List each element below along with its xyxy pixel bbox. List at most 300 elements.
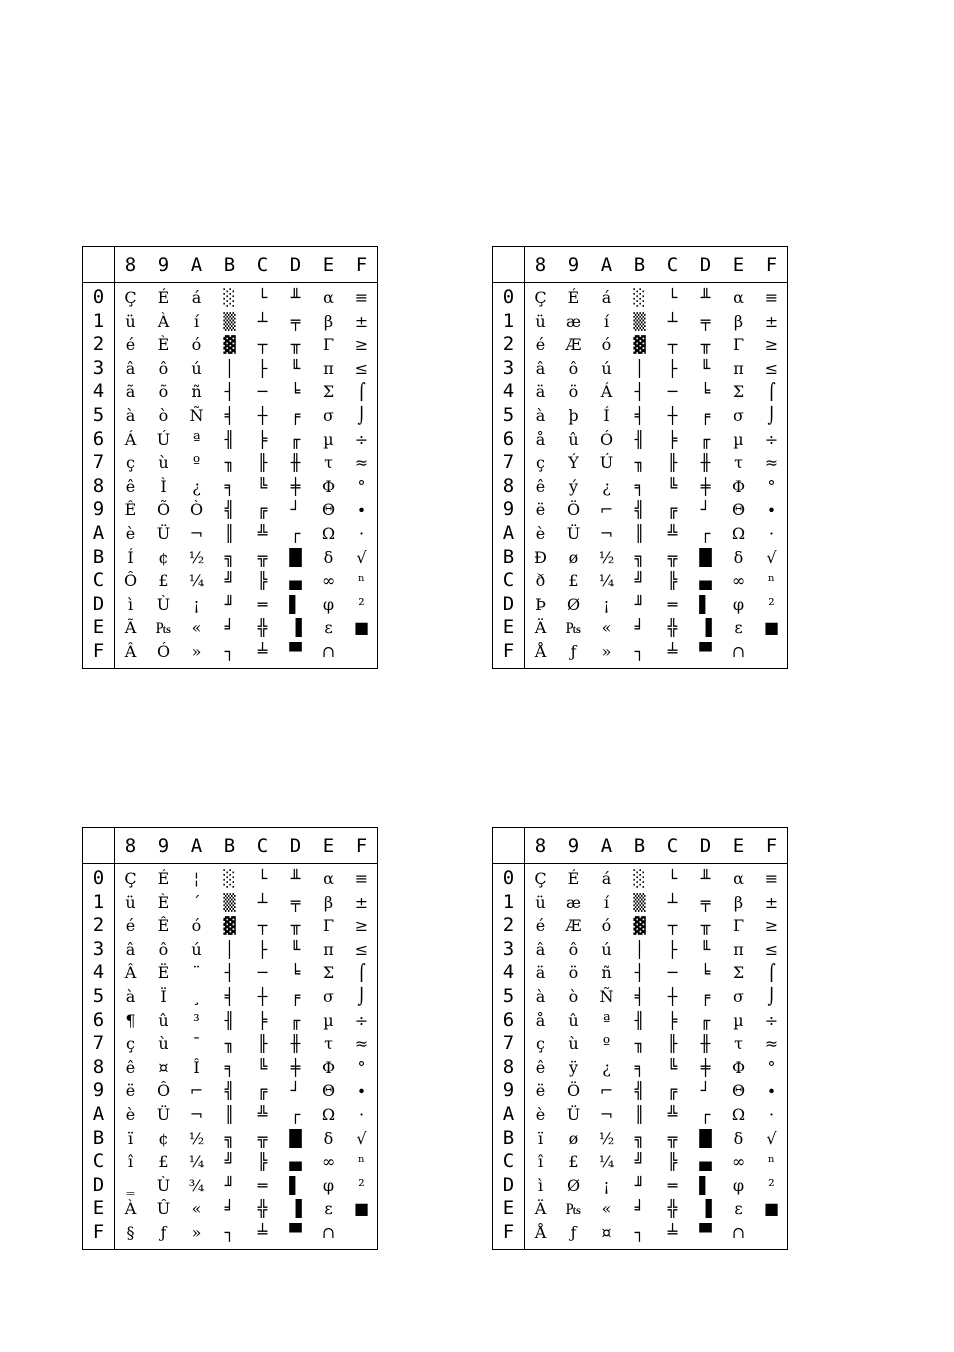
character-cell: φ bbox=[322, 594, 335, 614]
column-header: D bbox=[289, 835, 302, 857]
character-cell: Ü bbox=[156, 524, 171, 543]
character-cell: ┌ bbox=[290, 1105, 301, 1124]
character-cell: β bbox=[323, 892, 334, 912]
character-cell: Ô bbox=[156, 1081, 171, 1101]
character-cell: â bbox=[125, 939, 136, 959]
character-cell: ┼ bbox=[667, 987, 678, 1006]
character-cell: É bbox=[567, 869, 580, 888]
row-header: 5 bbox=[502, 404, 515, 426]
character-cell: ñ bbox=[191, 382, 202, 402]
character-cell: Í bbox=[127, 547, 134, 567]
character-cell: █ bbox=[699, 1128, 712, 1148]
character-cell: ë bbox=[535, 1081, 546, 1101]
character-cell: Ç bbox=[534, 288, 547, 307]
row-header: A bbox=[92, 522, 105, 544]
character-cell: π bbox=[733, 939, 744, 959]
character-cell: ╥ bbox=[290, 335, 301, 355]
character-cell: ╚ bbox=[667, 1057, 678, 1077]
column-header: A bbox=[600, 835, 613, 857]
row-header: E bbox=[92, 1197, 105, 1220]
character-cell: » bbox=[601, 642, 612, 661]
character-cell: ù bbox=[568, 1034, 579, 1054]
row-header: 6 bbox=[502, 1008, 515, 1031]
character-cell: ╢ bbox=[634, 1010, 645, 1030]
character-cell: ┐ bbox=[224, 642, 235, 661]
row-header: F bbox=[92, 640, 105, 662]
row-header: 0 bbox=[92, 286, 105, 308]
character-cell: ▌ bbox=[699, 594, 712, 614]
row-header: 6 bbox=[92, 1008, 105, 1031]
character-cell: ⁿ bbox=[768, 571, 775, 591]
character-cell: σ bbox=[323, 987, 334, 1006]
character-cell: ╝ bbox=[634, 1152, 645, 1172]
character-cell: ⌡ bbox=[767, 406, 776, 425]
character-cell: ² bbox=[358, 594, 365, 614]
character-cell: ┐ bbox=[224, 1223, 235, 1242]
character-cell: Ü bbox=[566, 1105, 581, 1124]
character-cell: Ω bbox=[321, 524, 336, 543]
row-header: 3 bbox=[92, 356, 105, 379]
column-header: C bbox=[256, 835, 269, 857]
character-cell: ║ bbox=[634, 524, 645, 543]
character-cell: Ó bbox=[156, 642, 171, 661]
character-cell: ╔ bbox=[257, 500, 268, 520]
character-cell: ▐ bbox=[699, 1199, 712, 1219]
character-cell: § bbox=[126, 1223, 135, 1242]
character-cell: ╫ bbox=[290, 1034, 301, 1054]
row-header: 4 bbox=[502, 380, 515, 403]
character-cell: ┤ bbox=[634, 963, 645, 983]
character-cell: ± bbox=[764, 892, 779, 912]
character-cell: ╕ bbox=[634, 1057, 645, 1077]
table-divider-horizontal bbox=[493, 863, 787, 864]
character-cell: ╙ bbox=[700, 939, 711, 959]
character-cell: π bbox=[733, 358, 744, 378]
character-cell: ╣ bbox=[634, 500, 645, 520]
character-cell: ¸ bbox=[192, 987, 201, 1006]
character-cell: û bbox=[568, 1010, 579, 1030]
code-page-table bbox=[82, 827, 378, 1250]
character-cell: ╘ bbox=[290, 963, 301, 983]
character-cell: µ bbox=[323, 429, 334, 449]
character-cell: ┤ bbox=[224, 382, 235, 402]
character-cell: ⁿ bbox=[358, 1152, 365, 1172]
character-cell: √ bbox=[356, 1128, 367, 1148]
column-header: D bbox=[699, 835, 712, 857]
character-cell: ┐ bbox=[634, 642, 645, 661]
character-cell: ¨ bbox=[192, 963, 201, 983]
character-cell: À bbox=[157, 311, 170, 331]
character-cell: ╗ bbox=[224, 1128, 235, 1148]
character-cell: ║ bbox=[224, 1105, 235, 1124]
character-cell: π bbox=[323, 358, 334, 378]
character-cell: ç bbox=[126, 1034, 135, 1054]
character-cell: ╩ bbox=[257, 1105, 268, 1124]
row-header: 1 bbox=[92, 890, 105, 913]
character-cell: Û bbox=[156, 1199, 171, 1219]
character-cell: √ bbox=[766, 1128, 777, 1148]
character-cell: ▄ bbox=[699, 1152, 712, 1172]
character-cell: Ù bbox=[156, 1175, 171, 1195]
character-cell: ▓ bbox=[633, 916, 646, 936]
character-cell: ╩ bbox=[667, 524, 678, 543]
character-cell: Õ bbox=[156, 500, 171, 520]
character-cell: ⌡ bbox=[357, 987, 366, 1006]
character-cell: £ bbox=[568, 1152, 579, 1172]
character-cell: ╙ bbox=[290, 939, 301, 959]
character-cell: á bbox=[601, 288, 612, 307]
character-cell: ° bbox=[767, 1057, 776, 1077]
character-cell: ╡ bbox=[224, 987, 235, 1006]
character-cell: ▓ bbox=[633, 335, 646, 355]
character-cell: Θ bbox=[321, 500, 336, 520]
character-cell: Ω bbox=[731, 524, 746, 543]
row-header: 5 bbox=[502, 985, 515, 1007]
character-cell: à bbox=[125, 987, 136, 1006]
character-cell: ╚ bbox=[257, 1057, 268, 1077]
character-cell: ╣ bbox=[224, 1081, 235, 1101]
character-cell: Ä bbox=[534, 618, 547, 638]
character-cell: ─ bbox=[257, 382, 268, 402]
character-cell: ó bbox=[191, 916, 202, 936]
character-cell: ■ bbox=[763, 1199, 780, 1219]
character-cell: Ö bbox=[566, 500, 581, 520]
character-cell: ≥ bbox=[764, 916, 779, 936]
character-cell: █ bbox=[289, 547, 302, 567]
row-header: E bbox=[502, 616, 515, 639]
character-cell: ⌡ bbox=[357, 406, 366, 425]
character-cell: Ü bbox=[156, 1105, 171, 1124]
row-header: 8 bbox=[502, 1055, 515, 1078]
character-cell: « bbox=[191, 618, 202, 638]
character-cell: î bbox=[537, 1152, 544, 1172]
row-header: 3 bbox=[502, 937, 515, 960]
character-cell: ╩ bbox=[257, 524, 268, 543]
character-cell: ╦ bbox=[667, 1128, 678, 1148]
character-cell: ╔ bbox=[667, 500, 678, 520]
character-cell: « bbox=[601, 618, 612, 638]
row-header: 9 bbox=[502, 498, 515, 521]
character-cell: ≈ bbox=[764, 1034, 779, 1054]
row-header: A bbox=[502, 1103, 515, 1125]
character-cell: ₧ bbox=[155, 618, 172, 638]
character-cell: █ bbox=[699, 547, 712, 567]
character-cell: õ bbox=[158, 382, 169, 402]
character-cell: Ý bbox=[568, 453, 579, 473]
character-cell: í bbox=[603, 311, 610, 331]
character-cell: ─ bbox=[667, 963, 678, 983]
character-cell: ñ bbox=[601, 963, 612, 983]
character-cell: ╠ bbox=[257, 1152, 268, 1172]
character-cell: ô bbox=[158, 358, 169, 378]
character-cell: · bbox=[358, 1105, 365, 1124]
character-cell: ô bbox=[158, 939, 169, 959]
character-cell: ≈ bbox=[354, 453, 369, 473]
character-cell: ü bbox=[125, 311, 136, 331]
character-cell: æ bbox=[565, 311, 582, 331]
character-cell: å bbox=[535, 429, 546, 449]
character-cell: ┌ bbox=[700, 524, 711, 543]
character-cell: ▀ bbox=[289, 642, 302, 661]
character-cell: ü bbox=[125, 892, 136, 912]
character-cell: ¬ bbox=[189, 1105, 204, 1124]
character-cell: ê bbox=[125, 476, 136, 496]
character-cell: £ bbox=[158, 1152, 169, 1172]
character-cell: ≤ bbox=[764, 358, 779, 378]
row-header: D bbox=[92, 592, 105, 615]
character-cell: é bbox=[535, 335, 546, 355]
row-header: 7 bbox=[92, 1032, 105, 1055]
column-header: 8 bbox=[534, 254, 547, 276]
character-cell: ╔ bbox=[257, 1081, 268, 1101]
column-header: 8 bbox=[534, 835, 547, 857]
character-cell: ô bbox=[568, 939, 579, 959]
column-header: B bbox=[633, 254, 646, 276]
character-cell: µ bbox=[733, 1010, 744, 1030]
character-cell: Þ bbox=[535, 594, 546, 614]
character-cell: Ó bbox=[599, 429, 614, 449]
character-cell: ï bbox=[127, 1128, 134, 1148]
character-cell: ö bbox=[568, 963, 579, 983]
character-cell: ÷ bbox=[764, 429, 779, 449]
character-cell: ░ bbox=[223, 288, 236, 307]
row-header: 5 bbox=[92, 404, 105, 426]
character-cell: ≈ bbox=[764, 453, 779, 473]
character-cell: ú bbox=[191, 358, 202, 378]
row-header: C bbox=[502, 569, 515, 592]
character-cell: ▀ bbox=[699, 1223, 712, 1242]
character-cell: ╒ bbox=[290, 406, 301, 425]
character-cell: Ω bbox=[321, 1105, 336, 1124]
character-cell: │ bbox=[634, 358, 645, 378]
character-cell: ╟ bbox=[257, 1034, 268, 1054]
character-cell: δ bbox=[733, 547, 744, 567]
character-cell: ╙ bbox=[290, 358, 301, 378]
character-cell: ▄ bbox=[699, 571, 712, 591]
character-cell: ‗ bbox=[126, 1175, 135, 1195]
column-header: 9 bbox=[157, 835, 170, 857]
character-cell: Γ bbox=[732, 916, 745, 936]
character-cell: ╥ bbox=[290, 916, 301, 936]
character-cell: ░ bbox=[223, 869, 236, 888]
character-cell: « bbox=[191, 1199, 202, 1219]
character-cell: Φ bbox=[731, 1057, 746, 1077]
character-cell: Ë bbox=[157, 963, 170, 983]
character-cell: Σ bbox=[732, 963, 745, 983]
character-cell: ÷ bbox=[354, 429, 369, 449]
character-cell: ╛ bbox=[634, 618, 645, 638]
character-cell: ╝ bbox=[634, 571, 645, 591]
character-cell: ╝ bbox=[224, 1152, 235, 1172]
character-cell: ý bbox=[568, 476, 579, 496]
character-cell: ╧ bbox=[667, 1223, 678, 1242]
character-cell: β bbox=[733, 311, 744, 331]
column-header: A bbox=[190, 835, 203, 857]
character-cell: ╜ bbox=[224, 594, 235, 614]
character-cell: ∙ bbox=[767, 500, 776, 520]
character-cell: Θ bbox=[731, 500, 746, 520]
row-header: 1 bbox=[92, 309, 105, 332]
character-cell: â bbox=[125, 358, 136, 378]
character-cell: ¼ bbox=[188, 1152, 205, 1172]
character-cell: ┴ bbox=[667, 311, 678, 331]
character-cell: ⌠ bbox=[357, 963, 366, 983]
character-cell: Ü bbox=[566, 524, 581, 543]
character-cell: ⌐ bbox=[599, 500, 614, 520]
character-cell: é bbox=[535, 916, 546, 936]
code-page-table bbox=[492, 246, 788, 669]
character-cell: ç bbox=[536, 453, 545, 473]
character-cell: ╓ bbox=[290, 429, 301, 449]
character-cell: █ bbox=[289, 1128, 302, 1148]
character-cell: ╖ bbox=[224, 1034, 235, 1054]
character-cell: ╜ bbox=[224, 1175, 235, 1195]
character-cell: È bbox=[157, 892, 170, 912]
character-cell: Å bbox=[534, 1223, 547, 1242]
row-header: F bbox=[502, 640, 515, 662]
character-cell: Â bbox=[124, 642, 137, 661]
column-header: F bbox=[765, 254, 778, 276]
character-cell: ╡ bbox=[634, 987, 645, 1006]
character-cell: ó bbox=[601, 335, 612, 355]
character-cell: ╫ bbox=[700, 1034, 711, 1054]
character-cell: ú bbox=[601, 358, 612, 378]
character-cell: ═ bbox=[667, 1175, 678, 1195]
character-cell: ₧ bbox=[565, 1199, 582, 1219]
character-cell: ╪ bbox=[290, 476, 301, 496]
row-header: 9 bbox=[92, 498, 105, 521]
character-cell: ╟ bbox=[667, 1034, 678, 1054]
character-cell: Ç bbox=[124, 288, 137, 307]
character-cell: ╒ bbox=[700, 406, 711, 425]
character-cell: ╡ bbox=[224, 406, 235, 425]
row-header: D bbox=[92, 1173, 105, 1196]
character-cell: è bbox=[125, 524, 136, 543]
character-cell: ¢ bbox=[158, 547, 169, 567]
character-cell: Â bbox=[124, 963, 137, 983]
character-cell: Ø bbox=[566, 1175, 581, 1195]
character-cell: ▀ bbox=[289, 1223, 302, 1242]
character-cell: ╞ bbox=[667, 1010, 678, 1030]
character-cell: ╘ bbox=[700, 963, 711, 983]
character-cell: É bbox=[567, 288, 580, 307]
character-cell: ⌠ bbox=[357, 382, 366, 402]
column-header: D bbox=[699, 254, 712, 276]
character-cell: ▄ bbox=[289, 1152, 302, 1172]
column-header: B bbox=[223, 835, 236, 857]
character-cell: τ bbox=[734, 1034, 743, 1054]
character-cell: ì bbox=[537, 1175, 544, 1195]
character-cell: ë bbox=[535, 500, 546, 520]
character-cell: ε bbox=[734, 1199, 743, 1219]
character-cell: æ bbox=[565, 892, 582, 912]
column-header: C bbox=[666, 254, 679, 276]
character-cell: º bbox=[192, 453, 201, 473]
character-cell: ± bbox=[764, 311, 779, 331]
row-header: B bbox=[92, 545, 105, 568]
character-cell: ░ bbox=[633, 869, 646, 888]
character-cell: δ bbox=[323, 547, 334, 567]
character-cell: ╨ bbox=[290, 869, 301, 888]
character-cell: └ bbox=[257, 288, 268, 307]
character-cell: Θ bbox=[321, 1081, 336, 1101]
character-cell: ╨ bbox=[700, 869, 711, 888]
character-cell: ô bbox=[568, 358, 579, 378]
character-cell: í bbox=[603, 892, 610, 912]
character-cell: ╝ bbox=[224, 571, 235, 591]
character-cell: ò bbox=[158, 406, 169, 425]
code-page-table bbox=[492, 827, 788, 1250]
character-cell: ║ bbox=[224, 524, 235, 543]
column-header: F bbox=[355, 254, 368, 276]
character-cell: ▓ bbox=[223, 916, 236, 936]
column-header: 8 bbox=[124, 835, 137, 857]
character-cell: ■ bbox=[353, 1199, 370, 1219]
character-cell: ∩ bbox=[731, 642, 746, 661]
character-cell: µ bbox=[323, 1010, 334, 1030]
character-cell: ■ bbox=[763, 618, 780, 638]
character-cell: ƒ bbox=[160, 1223, 167, 1242]
row-header: 8 bbox=[92, 474, 105, 497]
character-cell: Ù bbox=[156, 594, 171, 614]
column-header: 9 bbox=[157, 254, 170, 276]
row-header: A bbox=[502, 522, 515, 544]
character-cell: Æ bbox=[565, 335, 582, 355]
character-cell: ¡ bbox=[193, 594, 200, 614]
character-cell: Ø bbox=[566, 594, 581, 614]
character-cell: ─ bbox=[257, 963, 268, 983]
character-cell: ê bbox=[535, 1057, 546, 1077]
character-cell: ╙ bbox=[700, 358, 711, 378]
row-header: B bbox=[502, 545, 515, 568]
character-cell: ╦ bbox=[667, 547, 678, 567]
character-cell: ¼ bbox=[598, 571, 615, 591]
character-cell: τ bbox=[324, 1034, 333, 1054]
character-cell: Î bbox=[193, 1057, 200, 1077]
character-cell: ¼ bbox=[188, 571, 205, 591]
row-header: F bbox=[92, 1221, 105, 1243]
character-cell: ╢ bbox=[224, 429, 235, 449]
character-cell: ╘ bbox=[290, 382, 301, 402]
character-cell: Ê bbox=[124, 500, 137, 520]
character-cell: ╞ bbox=[667, 429, 678, 449]
character-cell: ≤ bbox=[354, 939, 369, 959]
character-cell: á bbox=[191, 288, 202, 307]
row-header: 7 bbox=[502, 1032, 515, 1055]
character-cell: √ bbox=[356, 547, 367, 567]
character-cell: þ bbox=[568, 406, 579, 425]
character-cell: ¬ bbox=[599, 524, 614, 543]
character-cell: ÷ bbox=[354, 1010, 369, 1030]
character-cell: ┘ bbox=[700, 1081, 711, 1101]
column-header: 9 bbox=[567, 254, 580, 276]
row-header: 3 bbox=[502, 356, 515, 379]
character-cell: ╛ bbox=[224, 618, 235, 638]
character-cell: ╧ bbox=[667, 642, 678, 661]
character-cell: ─ bbox=[667, 382, 678, 402]
character-cell: ë bbox=[125, 1081, 136, 1101]
character-cell: · bbox=[768, 1105, 775, 1124]
character-cell: ╦ bbox=[257, 547, 268, 567]
character-cell: ▒ bbox=[633, 892, 646, 912]
character-cell: ç bbox=[536, 1034, 545, 1054]
character-cell: á bbox=[601, 869, 612, 888]
character-cell: ╖ bbox=[224, 453, 235, 473]
row-header: 6 bbox=[502, 427, 515, 450]
character-cell: ≤ bbox=[354, 358, 369, 378]
row-header: 2 bbox=[92, 333, 105, 356]
column-header: D bbox=[289, 254, 302, 276]
